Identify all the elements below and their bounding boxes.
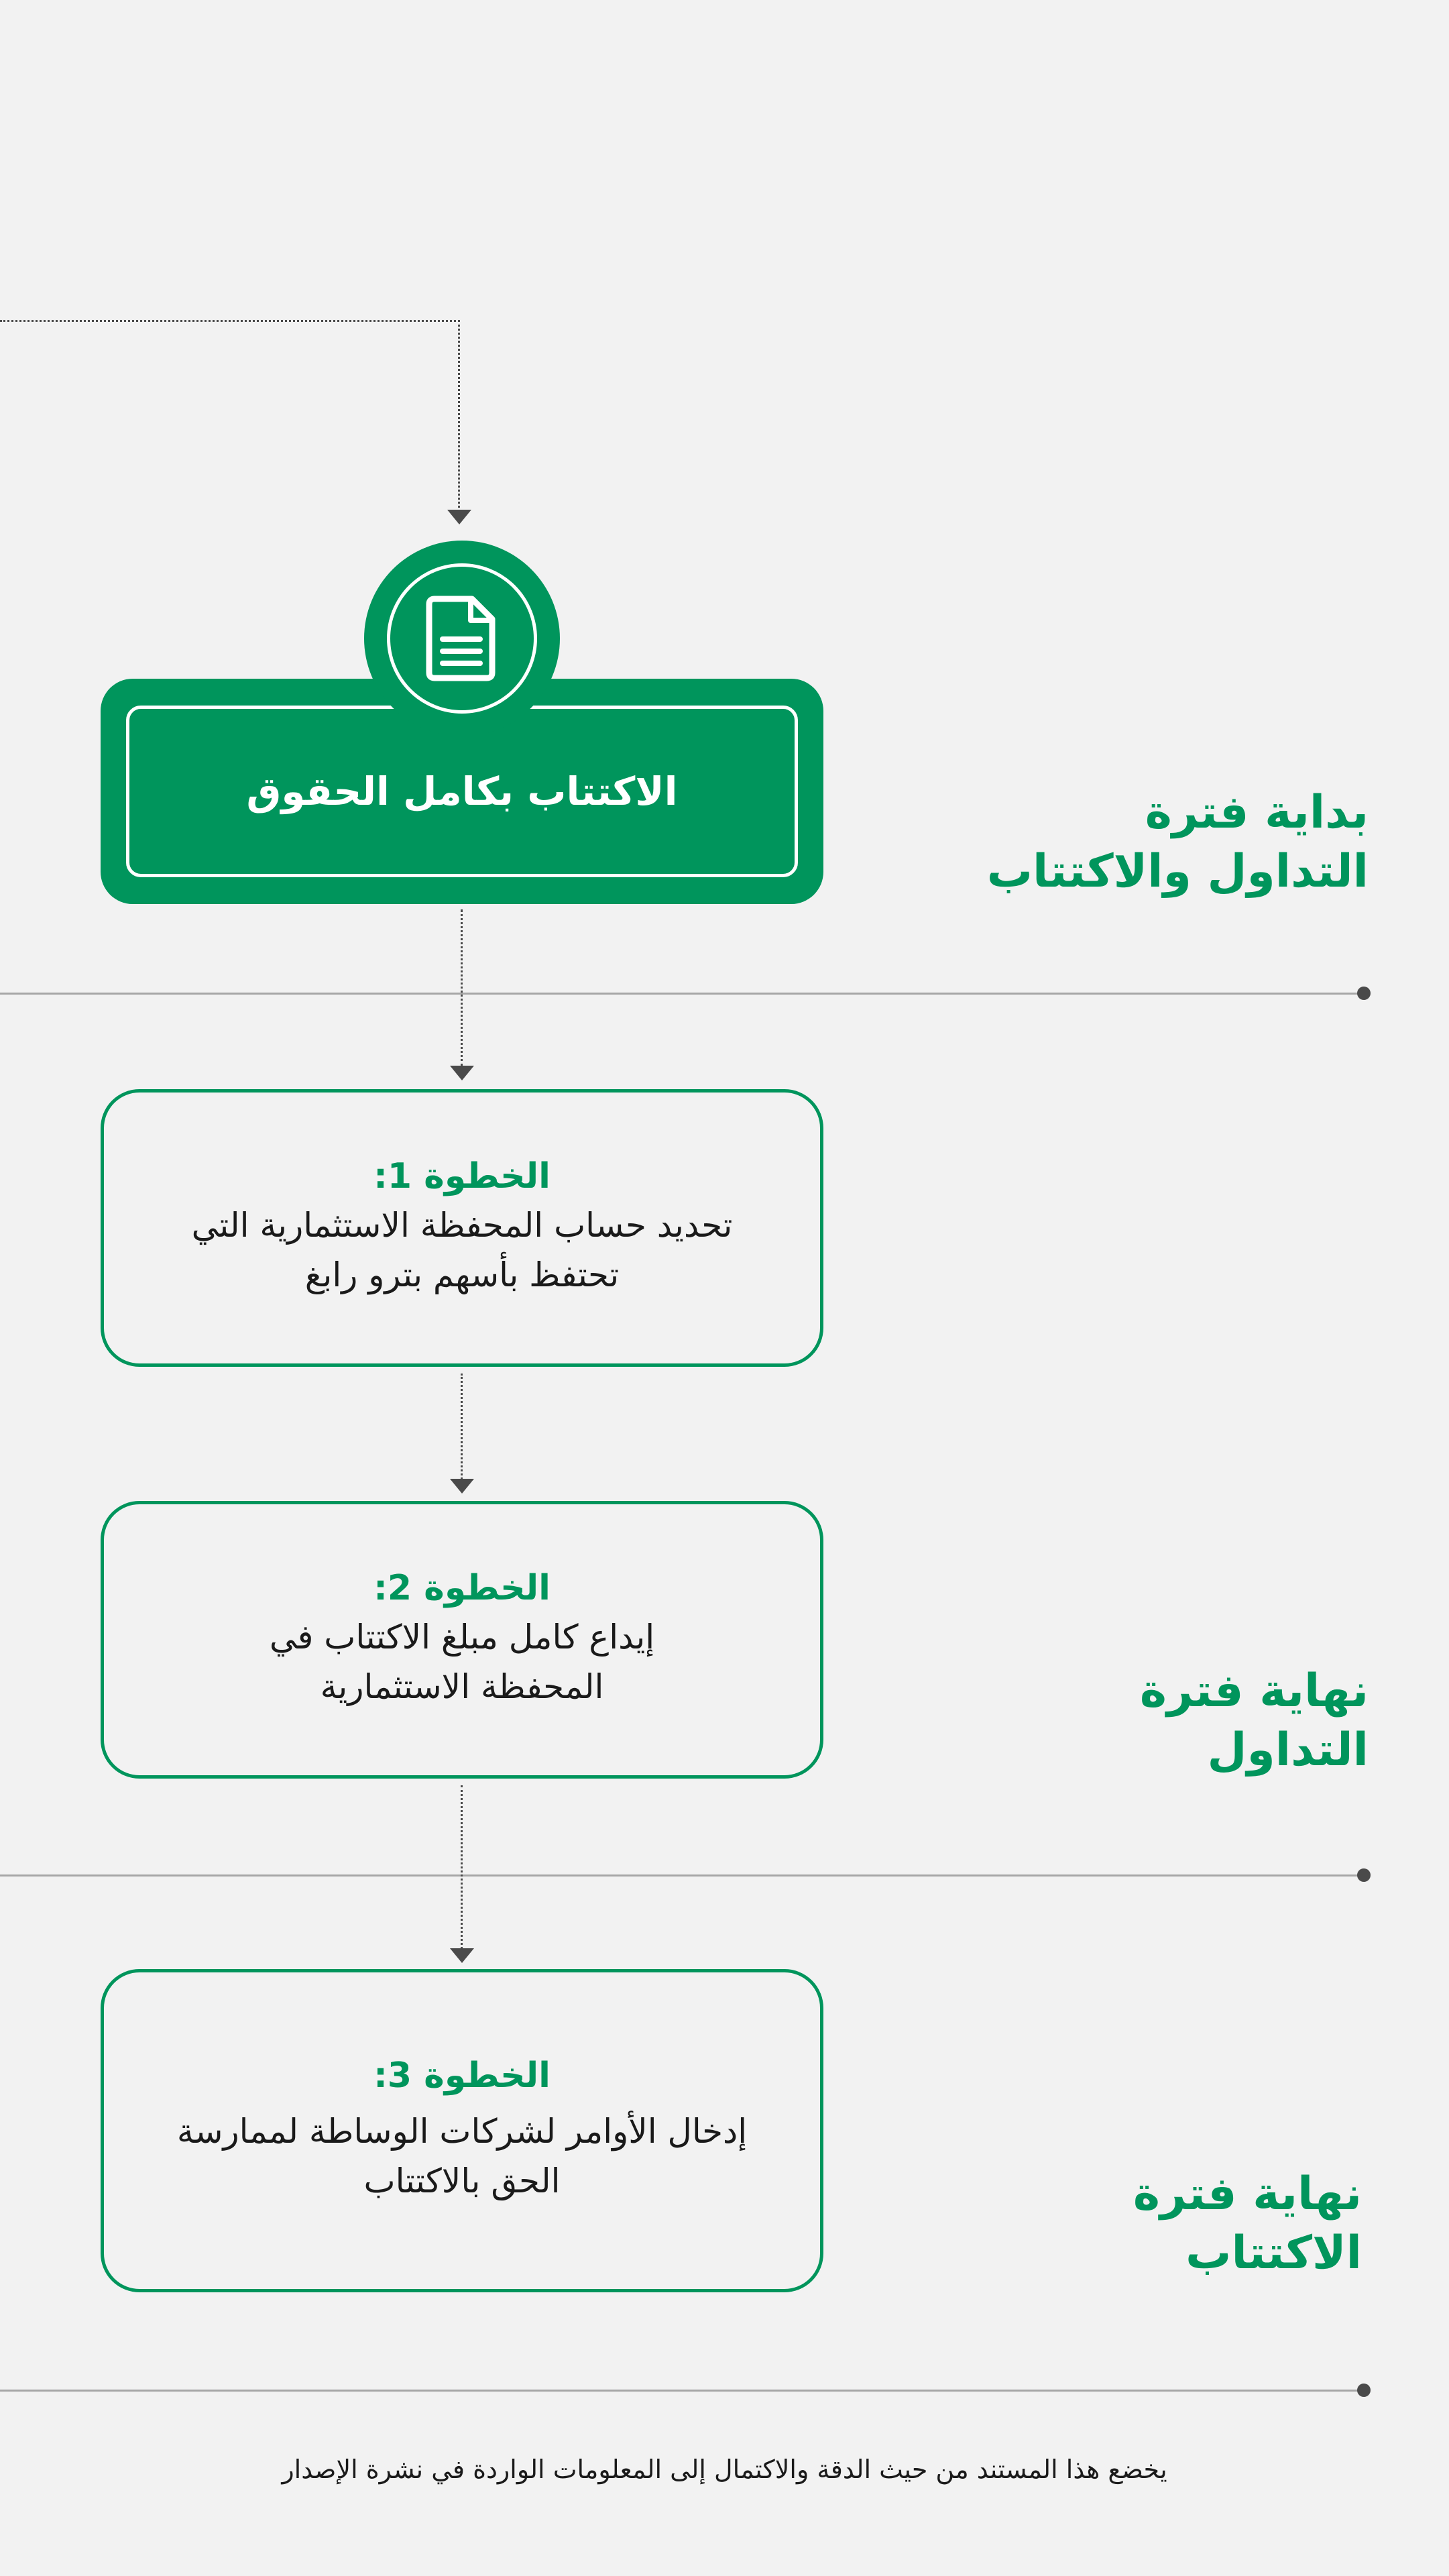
- timeline-divider-endpoint: [1357, 1868, 1371, 1882]
- arrow-down-icon: [447, 510, 471, 524]
- phase-label-line: نهاية فترة: [1139, 1665, 1369, 1718]
- incoming-connector-horizontal: [0, 320, 460, 322]
- step-3-box: [101, 1969, 823, 2292]
- arrow-down-icon: [450, 1948, 474, 1963]
- timeline-divider: [0, 1874, 1364, 1877]
- step-3-text-line: إدخال الأوامر لشركات الوساطة لممارسة: [176, 2112, 748, 2151]
- step-1-box: [101, 1089, 823, 1367]
- step-2-text: [160, 1612, 764, 1712]
- phase-label-line: بداية فترة: [1145, 786, 1369, 839]
- connector-step-1-to-step-2: [461, 1374, 463, 1479]
- arrow-down-icon: [450, 1066, 474, 1080]
- step-3-text-line: الحق بالاكتتاب: [363, 2162, 561, 2200]
- timeline-divider: [0, 993, 1364, 995]
- phase-label-line: التداول والاكتتاب: [986, 845, 1369, 898]
- step-1-text-line: تحتفظ بأسهم بترو رابغ: [304, 1255, 620, 1294]
- main-box-icon-badge: [364, 541, 560, 736]
- incoming-connector-vertical: [458, 320, 460, 512]
- timeline-divider-endpoint: [1357, 2384, 1371, 2397]
- step-3-text: [160, 2107, 764, 2206]
- step-2-title: الخطوة 2:: [373, 1568, 550, 1608]
- main-box-title: الاكتتاب بكامل الحقوق: [246, 769, 678, 814]
- phase-label-end-subscription: [1133, 2165, 1362, 2283]
- step-1-title: الخطوة 1:: [373, 1156, 550, 1196]
- phase-label-line: نهاية فترة: [1133, 2168, 1362, 2221]
- timeline-divider: [0, 2390, 1364, 2392]
- footer-disclaimer: يخضع هذا المستند من حيث الدقة والاكتمال إلى المعلومات الواردة في نشرة الإصدار: [282, 2455, 1167, 2484]
- phase-label-end-trading: [1140, 1662, 1369, 1780]
- connector-step-2-to-step-3: [461, 1785, 463, 1949]
- step-2-text-line: إيداع كامل مبلغ الاكتتاب في: [269, 1618, 655, 1657]
- step-1-text-line: تحديد حساب المحفظة الاستثمارية التي: [191, 1206, 733, 1245]
- step-1-text: [160, 1200, 764, 1300]
- step-2-box: [101, 1501, 823, 1779]
- phase-label-line: الاكتتاب: [1185, 2227, 1362, 2280]
- arrow-down-icon: [450, 1479, 474, 1494]
- step-2-text-line: المحفظة الاستثمارية: [320, 1667, 604, 1706]
- step-3-title: الخطوة 3:: [373, 2056, 550, 2096]
- connector-main-to-step-1: [461, 909, 463, 1066]
- phase-label-line: التداول: [1207, 1724, 1369, 1777]
- phase-label-start-trading-subscription: [987, 783, 1369, 901]
- timeline-divider-endpoint: [1357, 987, 1371, 1000]
- document-icon: [387, 563, 537, 714]
